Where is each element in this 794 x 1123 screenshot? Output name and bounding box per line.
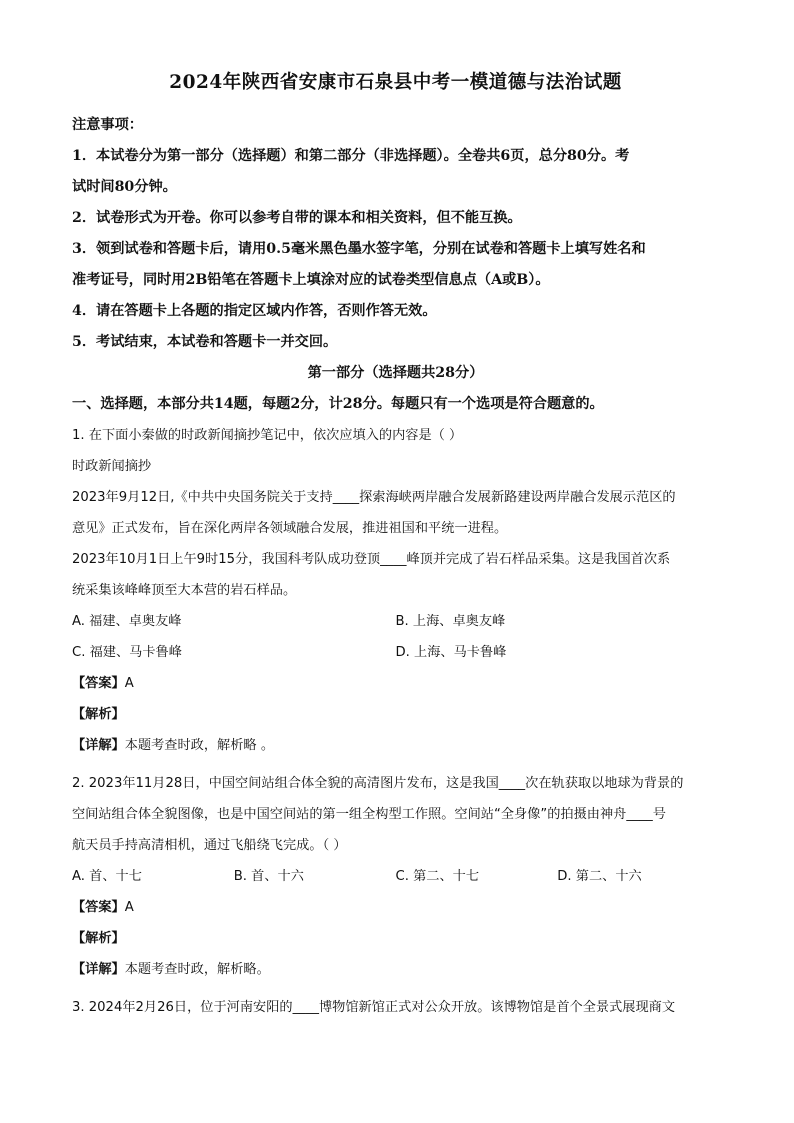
notice-item: 5．考试结束，本试卷和答题卡一并交回。 — [72, 334, 338, 350]
q2-answer — [72, 892, 719, 923]
q1-line: 2023年10月1日上午9时15分，我国科考队成功登顶____峰顶并完成了岩石样品采集。这是我国首次系 — [72, 552, 671, 567]
q1-option-c: C. 福建、马卡鲁峰 — [72, 645, 182, 660]
q1-line: 统采集该峰峰顶至大本营的岩石样品。 — [72, 583, 297, 598]
q1-detail — [72, 730, 719, 761]
q1-line: 2023年9月12日,《中共中央国务院关于支持____探索海峡两岸融合发展新路建设两岸融合发展示范区的 — [72, 490, 676, 505]
analysis-tag: 【解析】 — [72, 931, 125, 946]
q1-analysis — [72, 699, 719, 730]
section1-heading: 一、选择题，本部分共14题，每题2分，计28分。每题只有一个选项是符合题意的。 — [72, 396, 604, 412]
notice-item: 4．请在答题卡上各题的指定区域内作答，否则作答无效。 — [72, 303, 437, 319]
answer-value: A — [124, 900, 134, 915]
q2-line: 空间站组合体全貌图像，也是中国空间站的第一组全构型工作照。空间站“全身像”的拍摄由神舟____号 — [72, 807, 666, 822]
q1-answer — [72, 668, 719, 699]
q2-option-c: C. 第二、十七 — [395, 869, 480, 884]
question-3 — [72, 992, 719, 1023]
notice-item: 3．领到试卷和答题卡后，请用0.5毫米黑色墨水签字笔，分别在试卷和答题卡上填写姓名和 — [72, 241, 646, 257]
answer-tag: 【答案】 — [72, 900, 125, 915]
detail-tag: 【详解】 — [72, 738, 125, 753]
q1-line: 意见》正式发布，旨在深化两岸各领域融合发展，推进祖国和平统一进程。 — [72, 521, 508, 536]
q1-option-b: B. 上海、卓奥友峰 — [395, 614, 506, 629]
detail-text: 本题考查时政，解析略。 — [124, 962, 270, 977]
q3-line: 3. 2024年2月26日，位于河南安阳的____博物馆新馆正式对公众开放。该博物馆是首个全景式展现商文 — [72, 1000, 676, 1015]
notice-section — [72, 110, 719, 358]
q1-options-row — [72, 637, 719, 668]
q1-stem: 1. 在下面小秦做的时政新闻摘抄笔记中，依次应填入的内容是（ ） — [72, 428, 463, 443]
part1-title: 第一部分（选择题共28分） — [307, 365, 484, 381]
detail-tag: 【详解】 — [72, 962, 125, 977]
notice-item: 2．试卷形式为开卷。你可以参考自带的课本和相关资料，但不能互换。 — [72, 210, 522, 226]
analysis-tag: 【解析】 — [72, 707, 125, 722]
notice-item: 1．本试卷分为第一部分（选择题）和第二部分（非选择题）。全卷共6页，总分80分。考 — [72, 148, 630, 164]
question-1 — [72, 420, 719, 761]
q1-option-a: A. 福建、卓奥友峰 — [72, 614, 182, 629]
q2-analysis — [72, 923, 719, 954]
q2-detail — [72, 954, 719, 985]
q1-option-d: D. 上海、马卡鲁峰 — [395, 645, 507, 660]
q2-options-row — [72, 861, 719, 892]
notice-item: 准考证号，同时用2B铅笔在答题卡上填涂对应的试卷类型信息点（A或B）。 — [72, 272, 550, 288]
q2-line: 2. 2023年11月28日，中国空间站组合体全貌的高清图片发布，这是我国____次在轨获取以地球为背景的 — [72, 776, 684, 791]
question-2 — [72, 768, 719, 985]
q2-option-a: A. 首、十七 — [72, 869, 142, 884]
detail-text: 本题考查时政，解析略 。 — [124, 738, 275, 753]
q1-options-row — [72, 606, 719, 637]
answer-value: A — [124, 676, 134, 691]
answer-tag: 【答案】 — [72, 676, 125, 691]
notice-item: 试时间80分钟。 — [72, 179, 177, 195]
q2-line: 航天员手持高清相机，通过飞船绕飞完成。（ ） — [72, 838, 347, 853]
q1-subheading: 时政新闻摘抄 — [72, 459, 152, 474]
notice-heading: 注意事项： — [72, 117, 143, 133]
q2-option-b: B. 首、十六 — [233, 869, 304, 884]
page-title: 2024年陕西省安康市石泉县中考一模道德与法治试题 — [169, 72, 622, 93]
q2-option-d: D. 第二、十六 — [557, 869, 642, 884]
